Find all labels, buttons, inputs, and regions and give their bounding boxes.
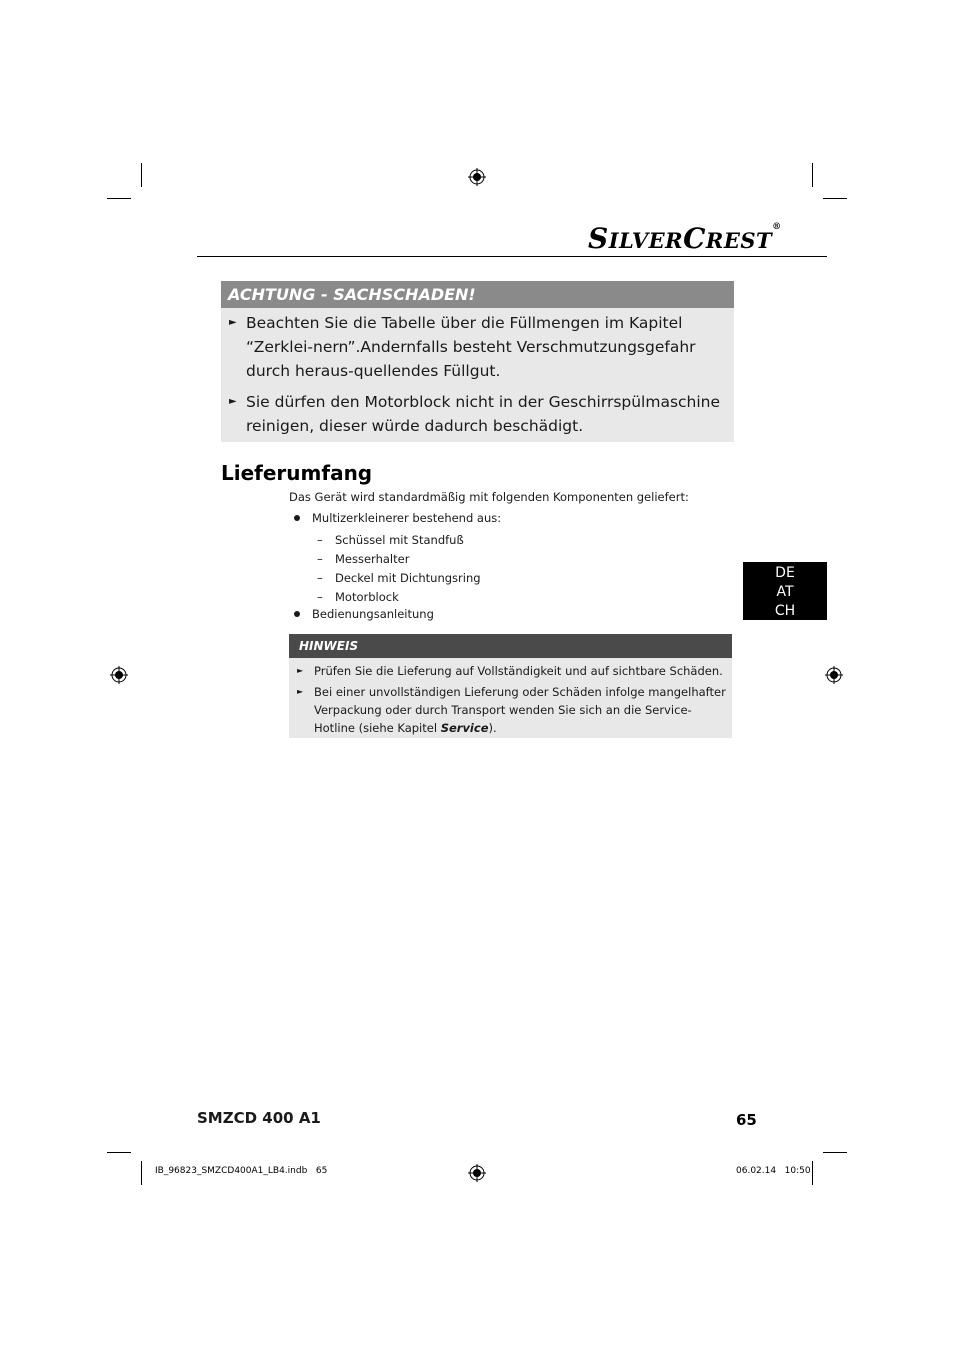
- warning-item: [229, 311, 729, 383]
- registration-mark-icon: [468, 1164, 486, 1182]
- note-item: [297, 662, 727, 680]
- print-slug-file: IB_96823_SMZCD400A1_LB4.indb 65: [155, 1166, 328, 1176]
- note-item: [297, 683, 727, 737]
- note-item-text: Prüfen Sie die Lieferung auf Vollständigkeit und auf sichtbare Schäden.: [314, 664, 723, 678]
- sub-list-item: – Messerhalter: [317, 552, 410, 566]
- warning-item-text: Sie dürfen den Motorblock nicht in der Geschirrspülmaschine reinigen, dieser würde dadurch beschädigt.: [246, 393, 721, 435]
- crop-mark: [141, 1161, 142, 1185]
- registration-mark-icon: [468, 168, 486, 186]
- sub-list-item: – Deckel mit Dichtungsring: [317, 571, 481, 585]
- note-title: HINWEIS: [289, 634, 732, 658]
- sub-list-item: – Motorblock: [317, 590, 399, 604]
- warning-item: [229, 390, 729, 438]
- brand-logo: SILVERCREST®: [588, 222, 782, 255]
- language-tab: DE AT CH: [743, 562, 827, 620]
- arrow-right-icon: ►: [297, 666, 304, 675]
- crop-mark: [812, 1161, 813, 1185]
- crop-mark: [107, 1152, 131, 1153]
- bullet-icon: [294, 515, 300, 521]
- note-item-text: Bei einer unvollständigen Lieferung oder Schäden infolge mangelhafter Verpackung oder durch Transport wenden Sie sich an die Service-Hotline (siehe Kapitel Service).: [314, 685, 726, 735]
- arrow-right-icon: ►: [229, 396, 237, 407]
- print-slug-date: 06.02.14 10:50: [736, 1166, 811, 1176]
- crop-mark: [107, 198, 131, 199]
- warning-item-text: Beachten Sie die Tabelle über die Füllmengen im Kapitel “Zerklei-nern”.Andernfalls besteht Verschmutzungsgefahr durch heraus-quellendes Füllgut.: [246, 314, 696, 380]
- page-number: 65: [736, 1111, 757, 1129]
- bullet-icon: [294, 611, 300, 617]
- registration-mark-icon: [825, 666, 843, 684]
- list-item: Bedienungsanleitung: [294, 607, 434, 621]
- warning-title: ACHTUNG - SACHSCHADEN!: [221, 281, 734, 308]
- crop-mark: [812, 163, 813, 187]
- service-reference: Service: [440, 721, 489, 735]
- crop-mark: [823, 198, 847, 199]
- model-number: SMZCD 400 A1: [197, 1109, 321, 1127]
- registration-mark-icon: [110, 666, 128, 684]
- arrow-right-icon: ►: [229, 317, 237, 328]
- list-item: Multizerkleinerer bestehend aus:: [294, 511, 501, 525]
- sub-list-item: – Schüssel mit Standfuß: [317, 533, 464, 547]
- header-rule: [197, 256, 827, 257]
- crop-mark: [141, 163, 142, 187]
- arrow-right-icon: ►: [297, 687, 304, 696]
- section-title: Lieferumfang: [221, 461, 373, 485]
- crop-mark: [823, 1152, 847, 1153]
- section-intro: Das Gerät wird standardmäßig mit folgenden Komponenten geliefert:: [289, 490, 689, 504]
